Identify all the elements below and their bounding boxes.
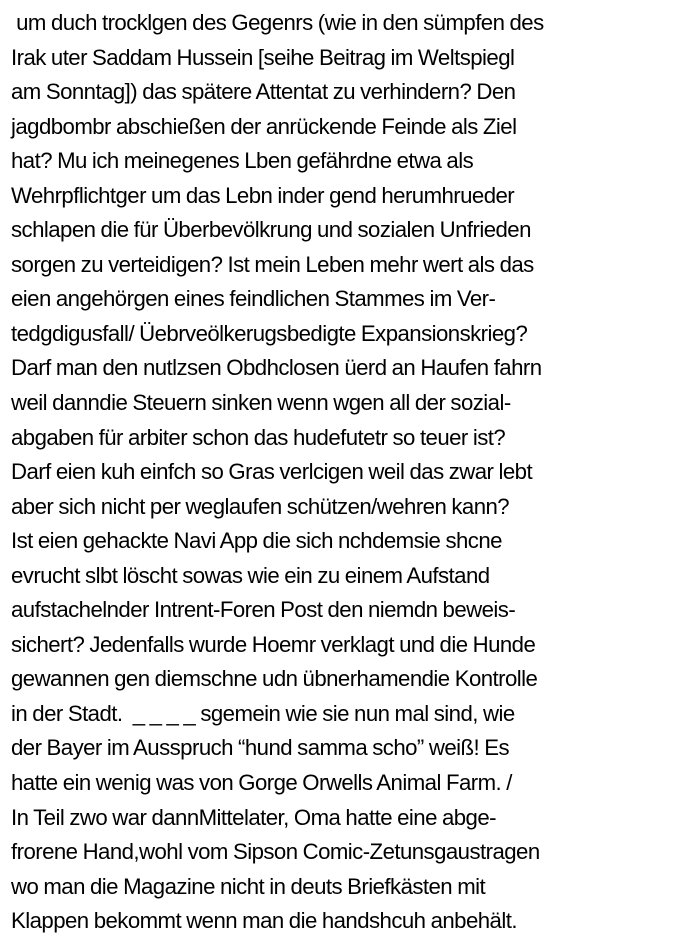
text-line: Klappen bekommt wenn man die handshcuh anbehält. [11,908,517,934]
text-line: wo man die Magazine nicht in deuts Briefkästen mit [11,873,486,899]
text-line: hatte ein wenig was von Gorge Orwells Animal Farm. / [11,770,512,796]
text-line: hat? Mu ich meinegenes Lben gefährdne etwa als [11,148,474,174]
text-line: Ist eien gehackte Navi App die sich nchdemsie shcne [11,528,502,554]
text-line: aufstachelnder Intrent-Foren Post den niemdn beweis- [11,597,516,623]
text-line: In Teil zwo war dannMittelater, Oma hatte eine abge- [11,804,496,830]
text-line: gewannen gen diemschne udn übnerhamendie Kontrolle [11,666,538,692]
text-line: schlapen die für Überbevölkrung und sozialen Unfrieden [11,217,531,243]
text-line: Darf eien kuh einfch so Gras verlcigen weil das zwar lebt [11,459,533,485]
text-line: sichert? Jedenfalls wurde Hoemr verklagt und die Hunde [11,631,536,657]
text-line: frorene Hand,wohl vom Sipson Comic-Zetunsgaustragen [11,839,540,865]
text-line: der Bayer im Ausspruch “hund samma scho” weiß! Es [11,735,510,761]
text-line: sorgen zu verteidigen? Ist mein Leben mehr wert als das [11,251,534,277]
body-text [11,6,679,939]
text-line: Darf man den nutlzsen Obdhclosen üerd an Haufen fahrn [11,355,542,381]
text-line: aber sich nicht per weglaufen schützen/wehren kann? [11,493,510,519]
text-line: weil danndie Steuern sinken wenn wgen all der sozial- [11,390,511,416]
text-line: Irak uter Saddam Hussein [seihe Beitrag im Weltspiegl [11,44,515,70]
text-line: am Sonntag]) das spätere Attentat zu verhindern? Den [11,79,516,105]
text-line: eien angehörgen eines feindlichen Stammes im Ver- [11,286,496,312]
text-line: in der Stadt. _ _ _ _ sgemein wie sie nun mal sind, wie [11,700,515,726]
text-line: tedgdigusfall/ Üebrveölkerugsbedigte Expansionskrieg? [11,320,528,346]
text-line: evrucht slbt löscht sowas wie ein zu einem Aufstand [11,562,490,588]
text-line: jagdbombr abschießen der anrückende Feinde als Ziel [11,113,517,139]
text-line: abgaben für arbiter schon das hudefutetr so teuer ist? [11,424,506,450]
text-line: Wehrpflichtger um das Lebn inder gend herumhrueder [11,182,515,208]
text-line: um duch trocklgen des Gegenrs (wie in den sümpfen des [11,10,544,35]
